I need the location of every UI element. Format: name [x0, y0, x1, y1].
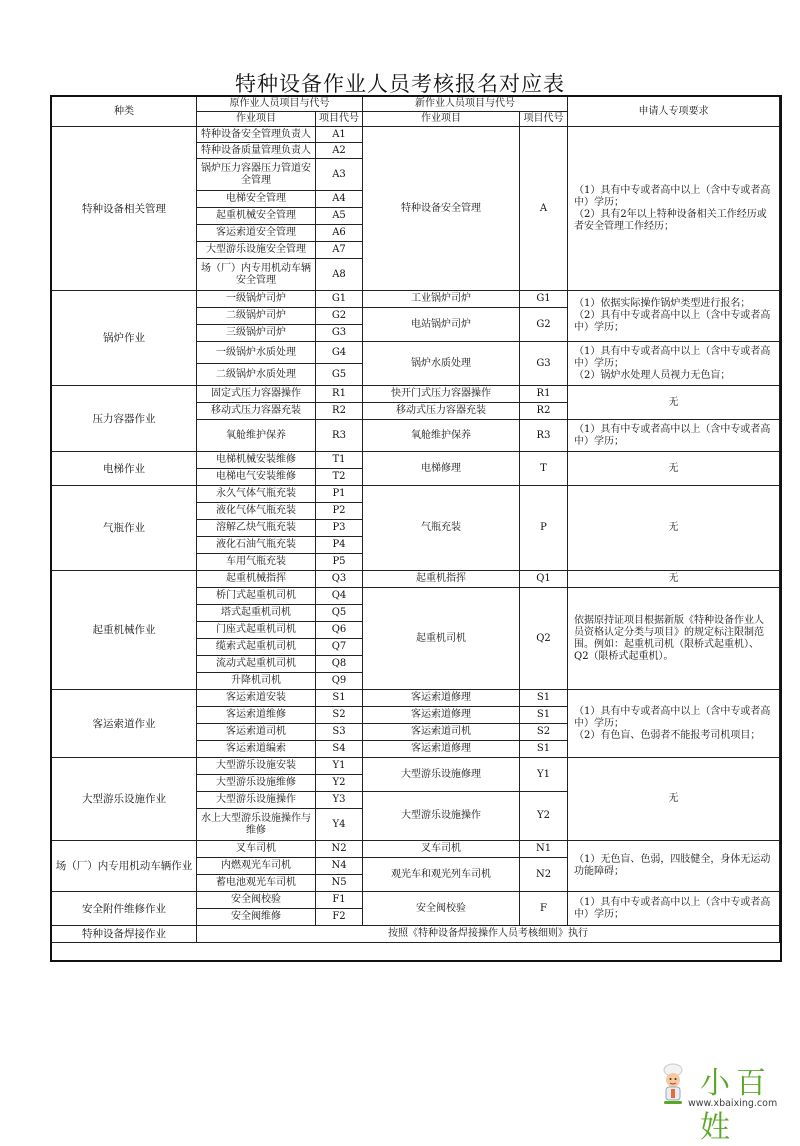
- new-item: 客运索道修理: [363, 707, 520, 724]
- new-item: 大型游乐设施操作: [363, 792, 520, 841]
- category-cell: 场（厂）内专用机动车辆作业: [52, 841, 197, 892]
- category-cell: 压力容器作业: [52, 386, 197, 452]
- old-code: Y4: [316, 809, 363, 841]
- requirement-cell: [568, 127, 780, 291]
- old-item: 溶解乙炔气瓶充装: [197, 520, 316, 537]
- header-new-group: 新作业人员项目与代号: [363, 97, 568, 112]
- old-code: P5: [316, 554, 363, 571]
- old-item: 起重机械指挥: [197, 571, 316, 588]
- old-code: A8: [316, 259, 363, 291]
- new-code: A: [520, 127, 568, 291]
- requirement-line: （1）无色盲、色弱，四肢健全，身体无运动功能障碍；: [574, 854, 771, 877]
- old-code: R3: [316, 420, 363, 452]
- new-item: 客运索道修理: [363, 741, 520, 758]
- new-code: S1: [520, 741, 568, 758]
- old-code: S4: [316, 741, 363, 758]
- old-item: 缆索式起重机司机: [197, 639, 316, 656]
- old-item: 电梯安全管理: [197, 191, 316, 208]
- requirement-line: （1）具有中专或者高中以上（含中专或者高中）学历；: [574, 345, 771, 369]
- old-code: S3: [316, 724, 363, 741]
- new-item: 气瓶充装: [363, 486, 520, 571]
- old-item: 水上大型游乐设施操作与维修: [197, 809, 316, 841]
- header-old-work-item: 作业项目: [197, 112, 316, 127]
- header-new-work-item: 作业项目: [363, 112, 520, 127]
- old-item: 车用气瓶充装: [197, 554, 316, 571]
- page-title: 特种设备作业人员考核报名对应表: [235, 72, 565, 96]
- requirement-none: 无: [568, 386, 780, 420]
- requirement-none: 无: [568, 486, 780, 571]
- old-code: R2: [316, 403, 363, 420]
- old-code: G2: [316, 308, 363, 325]
- new-item: 工业锅炉司炉: [363, 291, 520, 308]
- old-code: G3: [316, 325, 363, 342]
- old-item: 桥门式起重机司机: [197, 588, 316, 605]
- requirement-cell: [568, 420, 780, 452]
- old-code: Q5: [316, 605, 363, 622]
- old-code: F1: [316, 892, 363, 909]
- header-old-code: 项目代号: [316, 112, 363, 127]
- new-code: R1: [520, 386, 568, 403]
- requirement-none: 无: [568, 758, 780, 841]
- old-item: 液化石油气瓶充装: [197, 537, 316, 554]
- old-item: 叉车司机: [197, 841, 316, 858]
- requirement-cell: [568, 892, 780, 926]
- new-code: G3: [520, 342, 568, 386]
- new-item: 电站锅炉司炉: [363, 308, 520, 342]
- old-item: 客运索道编索: [197, 741, 316, 758]
- old-code: A2: [316, 143, 363, 159]
- requirement-line: （1）具有中专或者高中以上（含中专或者高中）学历；: [574, 184, 771, 208]
- new-code: S1: [520, 707, 568, 724]
- category-cell: 特种设备焊接作业: [52, 926, 197, 943]
- new-item: 观光车和观光列车司机: [363, 858, 520, 892]
- old-item: 大型游乐设施维修: [197, 775, 316, 792]
- requirement-line: （1）具有中专或者高中以上（含中专或者高中）学历；: [574, 705, 771, 729]
- new-item: 特种设备安全管理: [363, 127, 520, 291]
- old-item: 一级锅炉司炉: [197, 291, 316, 308]
- requirement-cell: [568, 690, 780, 758]
- old-code: A5: [316, 208, 363, 225]
- old-code: P3: [316, 520, 363, 537]
- header-category: 种类: [52, 97, 197, 127]
- requirement-line: （2）有色盲、色弱者不能报考司机项目；: [574, 729, 761, 741]
- old-code: F2: [316, 909, 363, 926]
- new-code: N2: [520, 858, 568, 892]
- old-item: 一级锅炉水质处理: [197, 342, 316, 364]
- old-code: T2: [316, 469, 363, 486]
- old-code: Y1: [316, 758, 363, 775]
- old-code: Q4: [316, 588, 363, 605]
- new-code: G1: [520, 291, 568, 308]
- requirement-cell: [568, 291, 780, 342]
- old-code: Q7: [316, 639, 363, 656]
- old-item: 固定式压力容器操作: [197, 386, 316, 403]
- old-code: Y2: [316, 775, 363, 792]
- new-item: 客运索道司机: [363, 724, 520, 741]
- category-cell: 安全附件维修作业: [52, 892, 197, 926]
- old-code: Q6: [316, 622, 363, 639]
- old-code: Q8: [316, 656, 363, 673]
- old-item: 二级锅炉水质处理: [197, 364, 316, 386]
- new-code: G2: [520, 308, 568, 342]
- old-item: 安全阀校验: [197, 892, 316, 909]
- new-code: Y1: [520, 758, 568, 792]
- header-new-code: 项目代号: [520, 112, 568, 127]
- new-item: 起重机司机: [363, 588, 520, 690]
- new-item: 叉车司机: [363, 841, 520, 858]
- welding-note: 按照《特种设备焊接操作人员考核细则》执行: [197, 926, 780, 943]
- old-code: Q9: [316, 673, 363, 690]
- new-code: T: [520, 452, 568, 486]
- old-item: 氧舱维护保养: [197, 420, 316, 452]
- watermark-text: 小百姓: [700, 1066, 772, 1145]
- new-code: Y2: [520, 792, 568, 841]
- new-item: 氧舱维护保养: [363, 420, 520, 452]
- old-code: A4: [316, 191, 363, 208]
- requirement-line: （1）具有中专或者高中以上（含中专或者高中）学历；: [574, 423, 771, 447]
- new-code: R3: [520, 420, 568, 452]
- old-code: N2: [316, 841, 363, 858]
- old-code: A1: [316, 127, 363, 143]
- old-code: P4: [316, 537, 363, 554]
- old-code: G4: [316, 342, 363, 364]
- requirement-line: （1）依据实际操作锅炉类型进行报名；: [574, 298, 751, 309]
- old-code: S2: [316, 707, 363, 724]
- old-code: A7: [316, 242, 363, 259]
- old-code: G5: [316, 364, 363, 386]
- requirement-cell: [568, 342, 780, 386]
- new-item: 起重机指挥: [363, 571, 520, 588]
- new-item: 电梯修理: [363, 452, 520, 486]
- old-item: 特种设备质量管理负责人: [197, 143, 316, 159]
- chef-mascot-icon: [658, 1062, 688, 1106]
- requirement-cell: 依据原持证项目根据新版《特种设备作业人员资格认定分类与项目》的规定标注限制范围。例如：起重机司机（限桥式起重机）、Q2（限桥式起重机）。: [568, 588, 780, 690]
- requirement-line: （2）具有中专或者高中以上（含中专或者高中）学历；: [574, 310, 771, 333]
- category-cell: 客运索道作业: [52, 690, 197, 758]
- old-code: Y3: [316, 792, 363, 809]
- requirement-line: （2）锅炉水处理人员视力无色盲；: [574, 369, 731, 381]
- old-item: 锅炉压力容器压力管道安全管理: [197, 159, 316, 191]
- requirement-cell: [568, 841, 780, 892]
- old-code: N5: [316, 875, 363, 892]
- old-code: A3: [316, 159, 363, 191]
- header-requirement: 申请人专项要求: [568, 97, 780, 127]
- old-item: 场（厂）内专用机动车辆安全管理: [197, 259, 316, 291]
- old-code: P1: [316, 486, 363, 503]
- old-item: 永久气体气瓶充装: [197, 486, 316, 503]
- new-item: 客运索道修理: [363, 690, 520, 707]
- requirement-line: （1）具有中专或者高中以上（含中专或者高中）学历；: [574, 896, 771, 920]
- old-code: A6: [316, 225, 363, 242]
- header-old-group: 原作业人员项目与代号: [197, 97, 363, 112]
- old-item: 特种设备安全管理负责人: [197, 127, 316, 143]
- old-item: 移动式压力容器充装: [197, 403, 316, 420]
- new-item: 移动式压力容器充装: [363, 403, 520, 420]
- old-code: N4: [316, 858, 363, 875]
- category-cell: 起重机械作业: [52, 571, 197, 690]
- old-item: 升降机司机: [197, 673, 316, 690]
- new-code: S1: [520, 690, 568, 707]
- old-code: G1: [316, 291, 363, 308]
- old-code: S1: [316, 690, 363, 707]
- old-item: 客运索道司机: [197, 724, 316, 741]
- old-item: 安全阀维修: [197, 909, 316, 926]
- new-code: P: [520, 486, 568, 571]
- requirement-none: 无: [568, 571, 780, 588]
- old-item: 门座式起重机司机: [197, 622, 316, 639]
- category-cell: 大型游乐设施作业: [52, 758, 197, 841]
- old-code: T1: [316, 452, 363, 469]
- new-item: 安全阀校验: [363, 892, 520, 926]
- new-code: S2: [520, 724, 568, 741]
- new-item: 大型游乐设施修理: [363, 758, 520, 792]
- watermark-url: www.xbaixing.com: [688, 1098, 778, 1109]
- old-code: P2: [316, 503, 363, 520]
- old-item: 蓄电池观光车司机: [197, 875, 316, 892]
- old-item: 电梯机械安装维修: [197, 452, 316, 469]
- category-cell: 特种设备相关管理: [52, 127, 197, 291]
- registration-table: [51, 96, 780, 943]
- requirement-none: 无: [568, 452, 780, 486]
- old-item: 客运索道安装: [197, 690, 316, 707]
- new-item: 快开门式压力容器操作: [363, 386, 520, 403]
- old-item: 大型游乐设施安全管理: [197, 242, 316, 259]
- new-code: R2: [520, 403, 568, 420]
- requirement-line: （2）具有2年以上特种设备相关工作经历或者安全管理工作经历；: [574, 208, 767, 232]
- old-item: 电梯电气安装维修: [197, 469, 316, 486]
- old-code: Q3: [316, 571, 363, 588]
- old-item: 内燃观光车司机: [197, 858, 316, 875]
- new-item: 锅炉水质处理: [363, 342, 520, 386]
- old-item: 客运索道维修: [197, 707, 316, 724]
- old-item: 客运索道安全管理: [197, 225, 316, 242]
- category-cell: 锅炉作业: [52, 291, 197, 386]
- old-item: 塔式起重机司机: [197, 605, 316, 622]
- category-cell: 气瓶作业: [52, 486, 197, 571]
- old-item: 液化气体气瓶充装: [197, 503, 316, 520]
- old-item: 三级锅炉司炉: [197, 325, 316, 342]
- old-item: 起重机械安全管理: [197, 208, 316, 225]
- watermark: [658, 1058, 788, 1145]
- old-code: R1: [316, 386, 363, 403]
- old-item: 大型游乐设施安装: [197, 758, 316, 775]
- new-code: Q1: [520, 571, 568, 588]
- old-item: 流动式起重机司机: [197, 656, 316, 673]
- old-item: 二级锅炉司炉: [197, 308, 316, 325]
- new-code: N1: [520, 841, 568, 858]
- new-code: F: [520, 892, 568, 926]
- new-code: Q2: [520, 588, 568, 690]
- old-item: 大型游乐设施操作: [197, 792, 316, 809]
- category-cell: 电梯作业: [52, 452, 197, 486]
